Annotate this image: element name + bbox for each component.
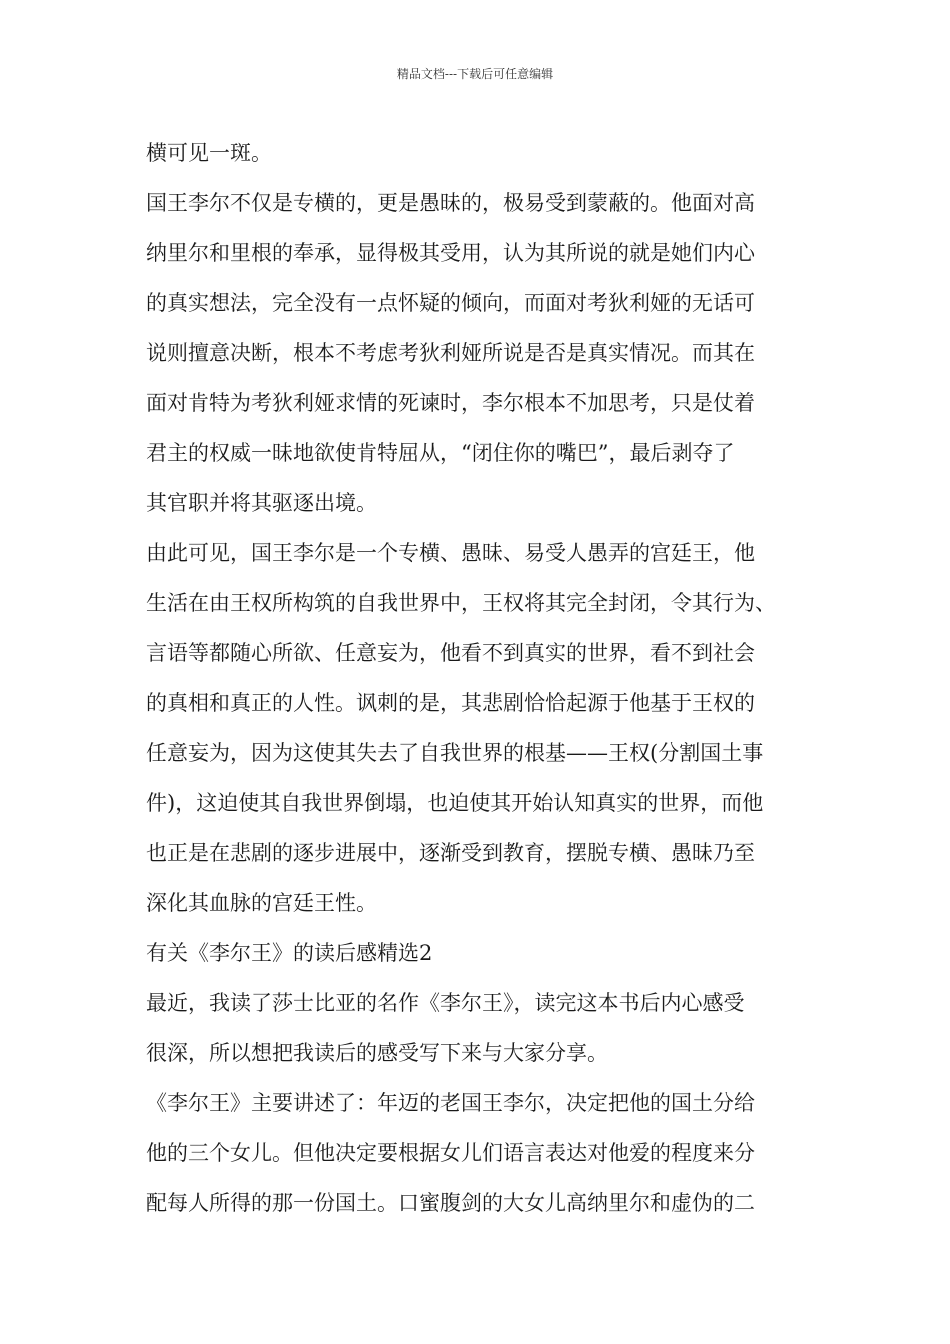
text-line: 由此可见，国王李尔是一个专横、愚昧、易受人愚弄的宫廷王，他 bbox=[146, 541, 755, 565]
document-body bbox=[146, 128, 816, 1228]
text-line: 横可见一斑。 bbox=[146, 141, 272, 165]
text-line: 也正是在悲剧的逐步进展中，逐渐受到教育，摆脱专横、愚昧乃至 bbox=[146, 841, 755, 865]
text-line: 他的三个女儿。但他决定要根据女儿们语言表达对他爱的程度来分 bbox=[146, 1141, 755, 1165]
text-line: 配每人所得的那一份国土。口蜜腹剑的大女儿高纳里尔和虚伪的二 bbox=[146, 1191, 755, 1215]
text-line: 面对肯特为考狄利娅求情的死谏时，李尔根本不加思考，只是仗着 bbox=[146, 391, 755, 415]
text-line: 君主的权威一昧地欲使肯特屈从，“闭住你的嘴巴”，最后剥夺了 bbox=[146, 441, 735, 465]
text-line: 国王李尔不仅是专横的，更是愚昧的，极易受到蒙蔽的。他面对高 bbox=[146, 191, 755, 215]
text-line: 言语等都随心所欲、任意妄为，他看不到真实的世界，看不到社会 bbox=[146, 641, 755, 665]
text-line: 《李尔王》主要讲述了：年迈的老国王李尔，决定把他的国土分给 bbox=[146, 1091, 755, 1115]
text-line: 纳里尔和里根的奉承，显得极其受用，认为其所说的就是她们内心 bbox=[146, 241, 755, 265]
text-line: 说则擅意决断，根本不考虑考狄利娅所说是否是真实情况。而其在 bbox=[146, 341, 755, 365]
text-line: 的真实想法，完全没有一点怀疑的倾向，而面对考狄利娅的无话可 bbox=[146, 291, 755, 315]
page-header: 精品文档---下载后可任意编辑 bbox=[396, 67, 554, 81]
section-heading: 有关《李尔王》的读后感精选2 bbox=[146, 941, 433, 965]
text-line: 的真相和真正的人性。讽刺的是，其悲剧恰恰起源于他基于王权的 bbox=[146, 691, 755, 715]
text-line: 任意妄为，因为这使其失去了自我世界的根基——王权(分割国土事 bbox=[146, 741, 764, 765]
text-line: 深化其血脉的宫廷王性。 bbox=[146, 891, 377, 915]
text-line: 生活在由王权所构筑的自我世界中，王权将其完全封闭，令其行为、 bbox=[146, 591, 776, 615]
text-line: 很深，所以想把我读后的感受写下来与大家分享。 bbox=[146, 1041, 608, 1065]
text-line: 件)，这迫使其自我世界倒塌，也迫使其开始认知真实的世界，而他 bbox=[146, 791, 764, 815]
text-line: 其官职并将其驱逐出境。 bbox=[146, 491, 377, 515]
text-line: 最近，我读了莎士比亚的名作《李尔王》，读完这本书后内心感受 bbox=[146, 991, 745, 1015]
